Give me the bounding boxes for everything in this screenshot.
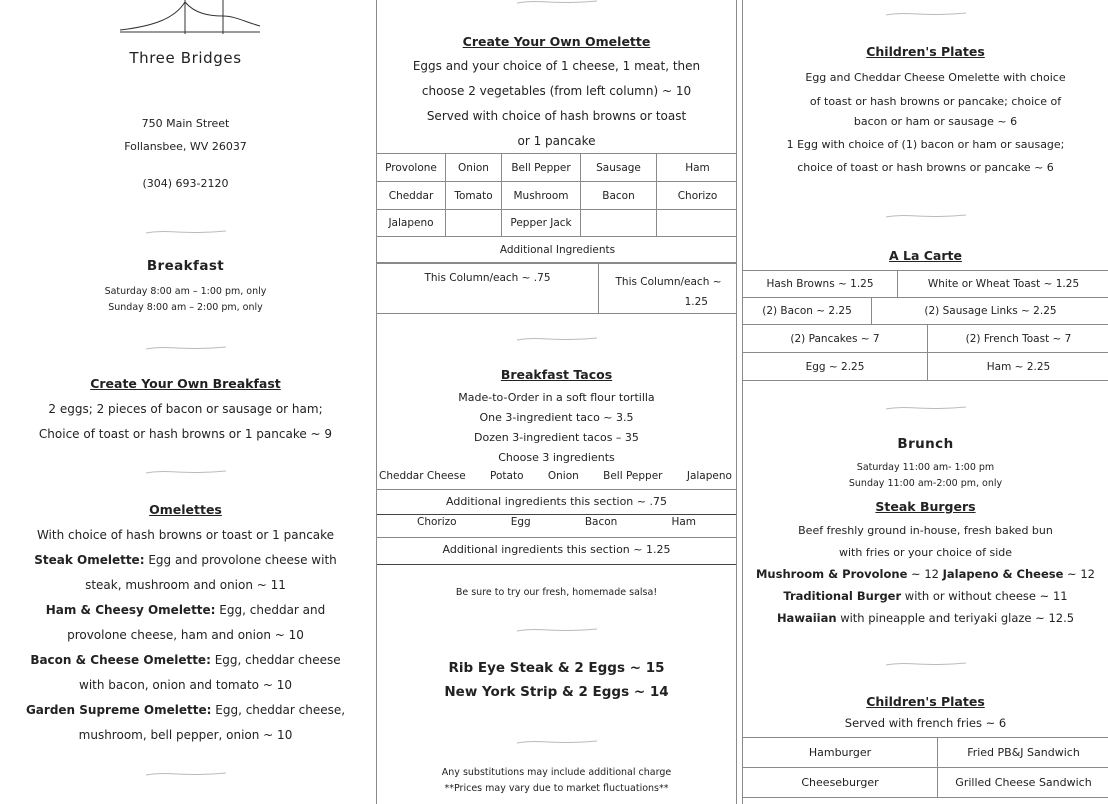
alc-cell: (2) Bacon ~ 2.25 (743, 298, 872, 325)
ny-strip-item: New York Strip & 2 Eggs ~ 14 (444, 684, 669, 700)
taco-ingredient: Jalapeno (686, 470, 732, 482)
salsa-note: Be sure to try our fresh, homemade salsa! (455, 587, 658, 598)
restaurant-name: Three Bridges (129, 49, 242, 67)
grid-cell: Onion (446, 154, 502, 182)
tacos-heading: Breakfast Tacos (500, 367, 613, 382)
childrens-plates-table (742, 737, 1108, 798)
alc-cell: Hash Browns ~ 1.25 (743, 271, 898, 298)
bacon-omelette-name: Bacon & Cheese Omelette: (30, 653, 211, 667)
address-city: Follansbee, WV 26037 (124, 140, 247, 153)
steak-burgers-heading: Steak Burgers (875, 499, 976, 514)
grid-cell (446, 210, 502, 237)
create-omelette-line4: or 1 pancake (517, 134, 596, 148)
table-row (377, 264, 738, 314)
alc-cell: (2) French Toast ~ 7 (928, 325, 1108, 353)
address-street: 750 Main Street (141, 117, 230, 130)
table-row (377, 182, 738, 210)
hawaiian-burger-desc: with pineapple and teriyaki glaze ~ 12.5 (836, 611, 1075, 625)
tacos-line4: Choose 3 ingredients (498, 451, 615, 464)
traditional-burger-name: Traditional Burger (783, 589, 902, 603)
create-omelette-heading: Create Your Own Omelette (462, 34, 651, 49)
steak-omelette-line2: steak, mushroom and onion ~ 11 (85, 578, 286, 592)
taco-ingredient: Cheddar Cheese (379, 470, 466, 482)
childrens-plates-heading-2: Children's Plates (866, 694, 985, 709)
taco-ingredient: Onion (547, 470, 579, 482)
additional-pricing-table (376, 263, 737, 314)
divider-flourish (886, 660, 966, 668)
table-row (743, 738, 1108, 768)
ham-omelette-name: Ham & Cheesy Omelette: (45, 603, 216, 617)
grid-cell: Pepper Jack (502, 210, 581, 237)
breakfast-hours-sat: Saturday 8:00 am – 1:00 pm, only (104, 286, 267, 297)
garden-omelette-name: Garden Supreme Omelette: (25, 703, 212, 717)
substitutions-note: Any substitutions may include additional charge (441, 767, 672, 778)
bacon-omelette-line1 (0, 648, 371, 673)
phone-number: (304) 693-2120 (142, 177, 229, 190)
tacos-line3: Dozen 3-ingredient tacos – 35 (474, 431, 639, 444)
taco-additional-1: Additional ingredients this section ~ .75 (446, 495, 667, 508)
grid-cell (581, 210, 657, 237)
grid-cell: Tomato (446, 182, 502, 210)
create-omelette-line2: choose 2 vegetables (from left column) ~ 10 (421, 84, 692, 98)
additional-ingredients-label: Additional Ingredients (377, 237, 738, 263)
addl-price-right-b: 1.25 (684, 296, 708, 308)
taco-additional-2: Additional ingredients this section ~ 1.25 (442, 543, 671, 556)
divider-flourish (517, 626, 597, 634)
divider-flourish (517, 0, 597, 6)
burgers-line1: Beef freshly ground in-house, fresh baked bun (798, 524, 1053, 537)
menu-column-right (742, 0, 1108, 804)
addl-price-right-a: This Column/each ~ (615, 276, 722, 288)
taco-ingredient: Potato (490, 470, 524, 482)
rule (377, 489, 736, 490)
alc-cell: White or Wheat Toast ~ 1.25 (898, 271, 1108, 298)
grid-cell: Mushroom (502, 182, 581, 210)
bridge-logo (115, 0, 265, 38)
steak-omelette-desc: Egg and provolone cheese with (144, 553, 337, 567)
burgers-line2: with fries or your choice of side (838, 546, 1012, 559)
brunch-heading: Brunch (897, 436, 954, 452)
kids-item: Grilled Cheese Sandwich (938, 768, 1108, 798)
a-la-carte-table-2 (742, 297, 1108, 325)
divider-flourish (517, 738, 597, 746)
rule (377, 564, 736, 565)
traditional-burger-desc: with or without cheese ~ 11 (901, 589, 1068, 603)
taco-ingredient: Ham (671, 516, 696, 528)
create-omelette-line3: Served with choice of hash browns or toast (426, 109, 687, 123)
table-row (377, 237, 738, 263)
grid-cell: Jalapeno (377, 210, 446, 237)
breakfast-heading: Breakfast (146, 258, 225, 274)
create-breakfast-line1: 2 eggs; 2 pieces of bacon or sausage or ham; (48, 402, 323, 416)
a-la-carte-table-3 (742, 324, 1108, 381)
divider-flourish (146, 344, 226, 352)
childrens-line5: choice of toast or hash browns or pancake ~ 6 (797, 161, 1054, 174)
garden-omelette-line1 (0, 698, 371, 723)
rule (377, 514, 736, 515)
taco-ingredient: Bell Pepper (603, 470, 663, 482)
taco-premium-row (417, 516, 696, 528)
bacon-omelette-desc: Egg, cheddar cheese (210, 653, 341, 667)
mushroom-burger-price: ~ 12 (907, 567, 943, 581)
table-row (743, 298, 1108, 325)
garden-omelette-desc: Egg, cheddar cheese, (211, 703, 346, 717)
alc-cell: Ham ~ 2.25 (928, 353, 1108, 381)
ribeye-steak-item: Rib Eye Steak & 2 Eggs ~ 15 (448, 660, 665, 676)
table-row (743, 325, 1108, 353)
hawaiian-burger-name: Hawaiian (776, 611, 837, 625)
grid-cell: Sausage (581, 154, 657, 182)
jalapeno-burger-price: ~ 12 (1063, 567, 1095, 581)
steak-omelette-line1 (0, 548, 371, 573)
grid-cell: Provolone (377, 154, 446, 182)
menu-column-middle (376, 0, 737, 804)
rule (377, 537, 736, 538)
brunch-hours-sun: Sunday 11:00 am-2:00 pm, only (848, 478, 1003, 489)
a-la-carte-table (742, 270, 1108, 298)
omelettes-heading: Omelettes (149, 502, 222, 517)
omelettes-intro: With choice of hash browns or toast or 1 pancake (36, 528, 335, 542)
grid-cell: Cheddar (377, 182, 446, 210)
taco-ingredient: Chorizo (417, 516, 457, 528)
kids-item: Hamburger (743, 738, 938, 768)
grid-cell: Bacon (581, 182, 657, 210)
divider-flourish (886, 404, 966, 412)
divider-flourish (146, 228, 226, 236)
divider-flourish (886, 10, 966, 18)
taco-ingredients-row (379, 470, 732, 482)
prices-note: **Prices may vary due to market fluctuations** (444, 783, 669, 794)
kids-item: Fried PB&J Sandwich (938, 738, 1108, 768)
create-omelette-line1: Eggs and your choice of 1 cheese, 1 meat, then (412, 59, 701, 73)
ham-omelette-line1 (0, 598, 371, 623)
garden-omelette-line2: mushroom, bell pepper, onion ~ 10 (78, 728, 293, 742)
table-row (377, 154, 738, 182)
burger-line-3 (743, 606, 1108, 631)
divider-flourish (146, 468, 226, 476)
addl-price-left: This Column/each ~ .75 (377, 264, 599, 314)
tacos-line2: One 3-ingredient taco ~ 3.5 (479, 411, 634, 424)
table-row (743, 768, 1108, 798)
childrens-line3: bacon or ham or sausage ~ 6 (853, 115, 1018, 128)
jalapeno-burger-name: Jalapeno & Cheese (942, 567, 1064, 581)
childrens-line1: Egg and Cheddar Cheese Omelette with choice (805, 71, 1066, 84)
menu-column-left (0, 0, 371, 804)
ham-omelette-line2: provolone cheese, ham and onion ~ 10 (67, 628, 304, 642)
grid-cell: Ham (657, 154, 738, 182)
kids-item: Cheeseburger (743, 768, 938, 798)
table-row (743, 353, 1108, 381)
grid-cell (657, 210, 738, 237)
table-row (377, 210, 738, 237)
create-breakfast-line2: Choice of toast or hash browns or 1 pancake ~ 9 (38, 427, 333, 441)
table-row (743, 271, 1108, 298)
alc-cell: Egg ~ 2.25 (743, 353, 928, 381)
taco-ingredient: Egg (510, 516, 531, 528)
bacon-omelette-line2: with bacon, onion and tomato ~ 10 (79, 678, 292, 692)
a-la-carte-heading: A La Carte (888, 248, 962, 263)
grid-cell: Bell Pepper (502, 154, 581, 182)
ham-omelette-desc: Egg, cheddar and (215, 603, 326, 617)
mushroom-burger-name: Mushroom & Provolone (755, 567, 908, 581)
divider-flourish (517, 335, 597, 343)
breakfast-hours-sun: Sunday 8:00 am – 2:00 pm, only (108, 302, 263, 313)
childrens-line2: of toast or hash browns or pancake; choice of (809, 95, 1062, 108)
childrens-line4: 1 Egg with choice of (1) bacon or ham or sausage; (786, 138, 1065, 151)
taco-ingredient: Bacon (584, 516, 618, 528)
childrens-plates-heading: Children's Plates (866, 44, 985, 59)
grid-cell: Chorizo (657, 182, 738, 210)
create-breakfast-heading: Create Your Own Breakfast (90, 376, 281, 391)
addl-price-right (599, 264, 738, 314)
alc-cell: (2) Sausage Links ~ 2.25 (872, 298, 1108, 325)
childrens-plates-sub: Served with french fries ~ 6 (844, 716, 1007, 730)
divider-flourish (886, 212, 966, 220)
tacos-line1: Made-to-Order in a soft flour tortilla (458, 391, 655, 404)
steak-omelette-name: Steak Omelette: (34, 553, 145, 567)
brunch-hours-sat: Saturday 11:00 am- 1:00 pm (856, 462, 995, 473)
alc-cell: (2) Pancakes ~ 7 (743, 325, 928, 353)
divider-flourish (146, 770, 226, 778)
omelette-ingredients-grid (376, 153, 737, 263)
